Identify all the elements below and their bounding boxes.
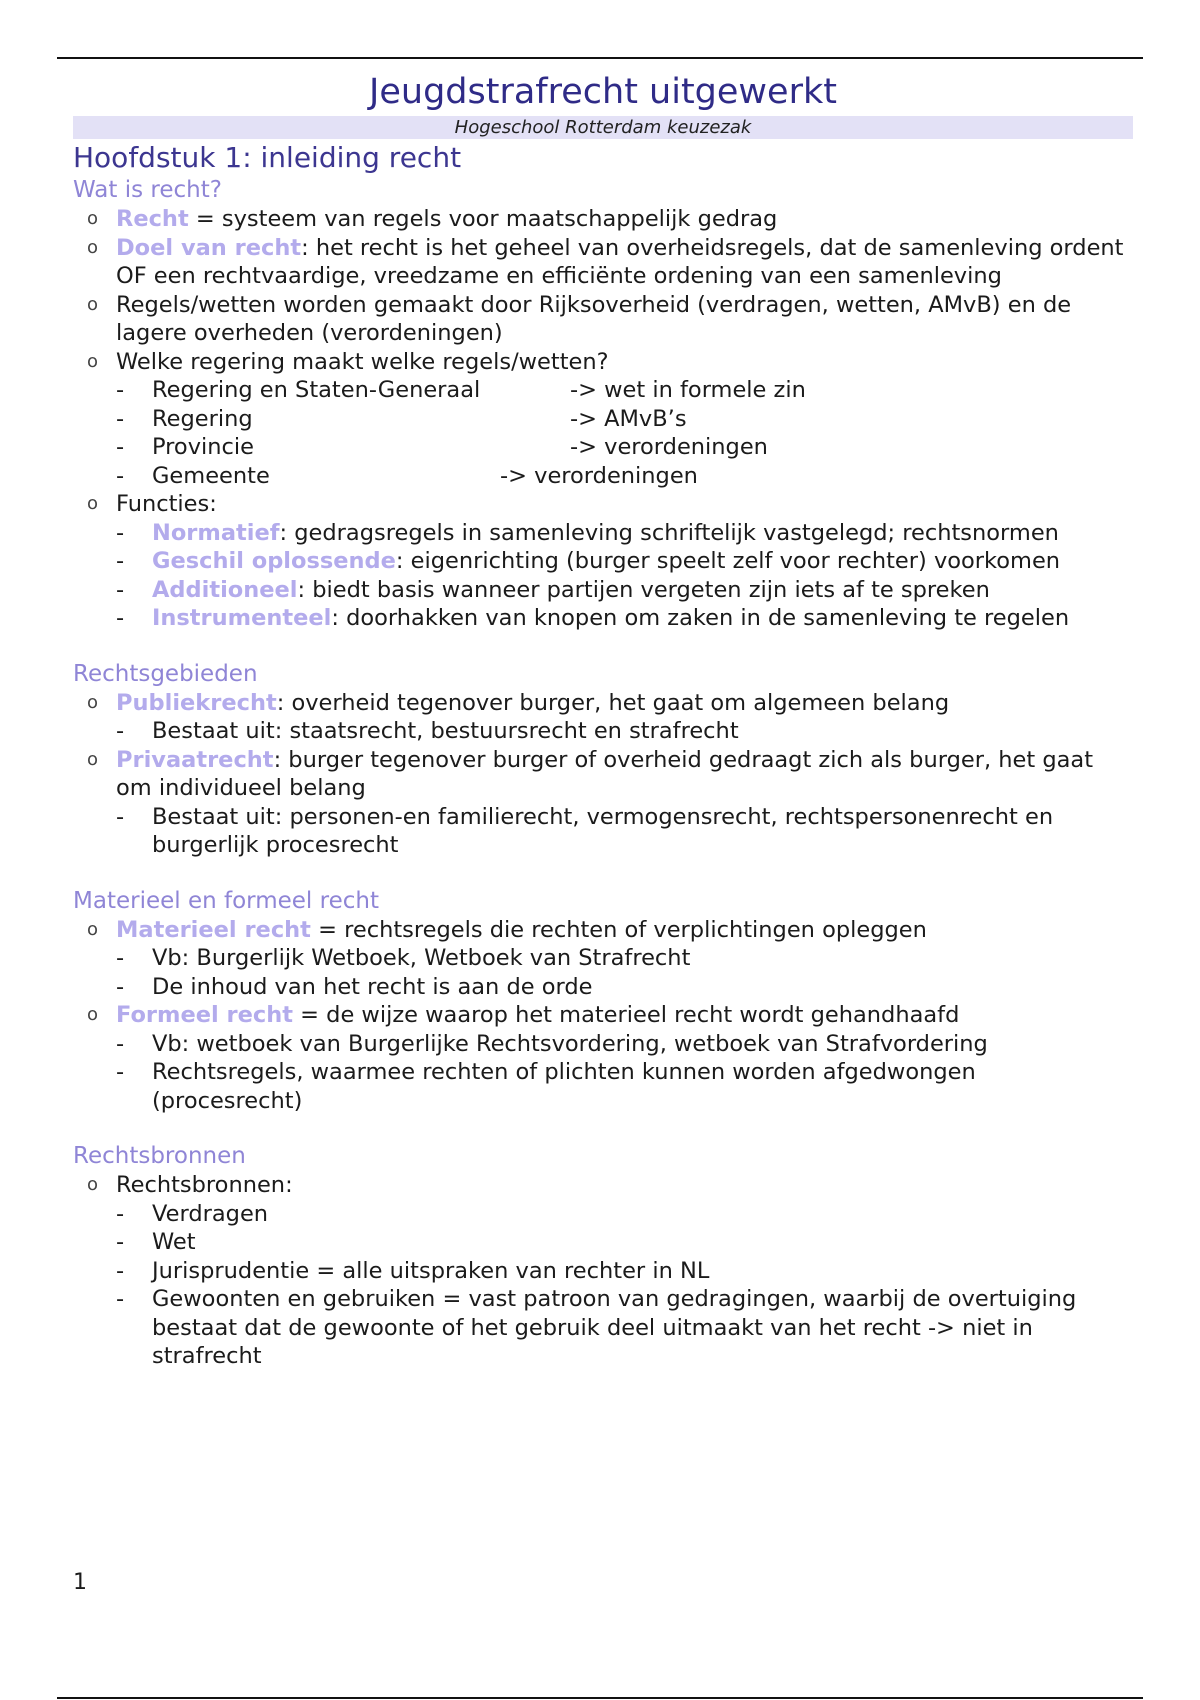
list-item: o Welke regering maakt welke regels/wetten? xyxy=(87,348,609,375)
maker-row: - Regering en Staten-Generaal -> wet in formele zin xyxy=(116,377,806,403)
sub-list-item: - Additioneel: biedt basis wanneer partijen vergeten zijn iets af te spreken xyxy=(116,576,990,603)
dash-bullet-icon: - xyxy=(116,576,125,603)
dash-bullet-icon: - xyxy=(116,973,125,1000)
circle-bullet-icon: o xyxy=(87,691,99,713)
sub-list-item: - Bestaat uit: staatsrecht, bestuursrecht en strafrecht xyxy=(116,718,739,744)
dash-bullet-icon: - xyxy=(116,434,125,460)
dash-bullet-icon: - xyxy=(116,605,125,631)
list-item: o Regels/wetten worden gemaakt door Rijksoverheid (verdragen, wetten, AMvB) en de lagere overheden (verordeningen) xyxy=(87,291,1072,346)
section-heading-wat-is-recht: Wat is recht? xyxy=(73,177,222,203)
dash-bullet-icon: - xyxy=(116,377,125,403)
page-content xyxy=(73,70,1133,1371)
maker-row: - Gemeente -> verordeningen xyxy=(116,462,698,489)
section-heading-rechtsbronnen: Rechtsbronnen xyxy=(73,1143,246,1169)
maker-row: - Regering -> AMvB’s xyxy=(116,405,687,432)
document-subtitle: Hogeschool Rotterdam keuzezak xyxy=(73,116,1133,139)
sub-list-item: - Vb: wetboek van Burgerlijke Rechtsvordering, wetboek van Strafvordering xyxy=(116,1030,988,1057)
dash-bullet-icon: - xyxy=(116,1059,125,1085)
section-heading-rechtsgebieden: Rechtsgebieden xyxy=(73,660,258,687)
sub-list-item: - Wet xyxy=(116,1229,196,1255)
circle-bullet-icon: o xyxy=(87,350,99,372)
sub-list-item: - Instrumenteel: doorhakken van knopen om zaken in de samenleving te regelen xyxy=(116,605,1070,631)
dash-bullet-icon: - xyxy=(116,803,125,830)
sub-list-item: - Vb: Burgerlijk Wetboek, Wetboek van Strafrecht xyxy=(116,945,691,971)
sub-list-item: - Bestaat uit: personen-en familierecht, vermogensrecht, rechtspersonenrecht en burgerlijk procesrecht xyxy=(116,803,1054,858)
chapter-heading: Hoofdstuk 1: inleiding recht xyxy=(73,141,462,174)
list-item: o Publiekrecht: overheid tegenover burger, het gaat om algemeen belang xyxy=(87,689,950,716)
sub-list-item: - Normatief: gedragsregels in samenleving schriftelijk vastgelegd; rechtsnormen xyxy=(116,519,1059,546)
bottom-rule xyxy=(57,1697,1143,1699)
sub-list-item: - Jurisprudentie = alle uitspraken van rechter in NL xyxy=(116,1257,710,1284)
dash-bullet-icon: - xyxy=(116,519,125,546)
list-item: o Functies: xyxy=(87,491,217,517)
list-item: o Formeel recht = de wijze waarop het materieel recht wordt gehandhaafd xyxy=(87,1002,960,1028)
sub-list-item: - De inhoud van het recht is aan de orde xyxy=(116,973,593,1000)
circle-bullet-icon: o xyxy=(87,918,99,940)
sub-list-item: - Verdragen xyxy=(116,1200,269,1227)
circle-bullet-icon: o xyxy=(87,236,99,258)
sub-list-item: - Gewoonten en gebruiken = vast patroon van gedragingen, waarbij de overtuiging bestaat dat de gewoonte of het gebruik deel uitmaakt van het recht -> niet in strafrecht xyxy=(116,1286,1077,1369)
dash-bullet-icon: - xyxy=(116,1286,125,1312)
list-item: o Recht = systeem van regels voor maatschappelijk gedrag xyxy=(87,206,778,232)
dash-bullet-icon: - xyxy=(116,548,125,574)
dash-bullet-icon: - xyxy=(116,1200,125,1227)
section-heading-materieel-formeel: Materieel en formeel recht xyxy=(73,887,379,914)
sub-list-item: - Rechtsregels, waarmee rechten of plichten kunnen worden afgedwongen (procesrecht) xyxy=(116,1059,976,1114)
dash-bullet-icon: - xyxy=(116,1257,125,1284)
maker-row: - Provincie -> verordeningen xyxy=(116,434,768,460)
list-item: o Materieel recht = rechtsregels die rechten of verplichtingen opleggen xyxy=(87,916,927,943)
list-item: o Privaatrecht: burger tegenover burger of overheid gedraagt zich als burger, het gaat om individueel belang xyxy=(87,746,1094,801)
circle-bullet-icon: o xyxy=(87,293,99,315)
dash-bullet-icon: - xyxy=(116,405,125,432)
circle-bullet-icon: o xyxy=(87,493,99,514)
circle-bullet-icon: o xyxy=(87,208,99,229)
top-rule xyxy=(57,57,1143,59)
dash-bullet-icon: - xyxy=(116,1030,125,1057)
document-title: Jeugdstrafrecht uitgewerkt xyxy=(369,72,837,112)
circle-bullet-icon: o xyxy=(87,748,99,770)
dash-bullet-icon: - xyxy=(116,1229,125,1255)
page-number: 1 xyxy=(73,1570,87,1595)
circle-bullet-icon: o xyxy=(87,1174,99,1195)
dash-bullet-icon: - xyxy=(116,945,125,971)
list-item: o Rechtsbronnen: xyxy=(87,1172,293,1198)
dash-bullet-icon: - xyxy=(116,462,125,489)
circle-bullet-icon: o xyxy=(87,1004,99,1025)
dash-bullet-icon: - xyxy=(116,718,125,744)
list-item: o Doel van recht: het recht is het geheel van overheidsregels, dat de samenleving ordent OF een rechtvaardige, vreedzame en efficiënte ordening van een samenleving xyxy=(87,234,1124,289)
sub-list-item: - Geschil oplossende: eigenrichting (burger speelt zelf voor rechter) voorkomen xyxy=(116,548,1061,574)
